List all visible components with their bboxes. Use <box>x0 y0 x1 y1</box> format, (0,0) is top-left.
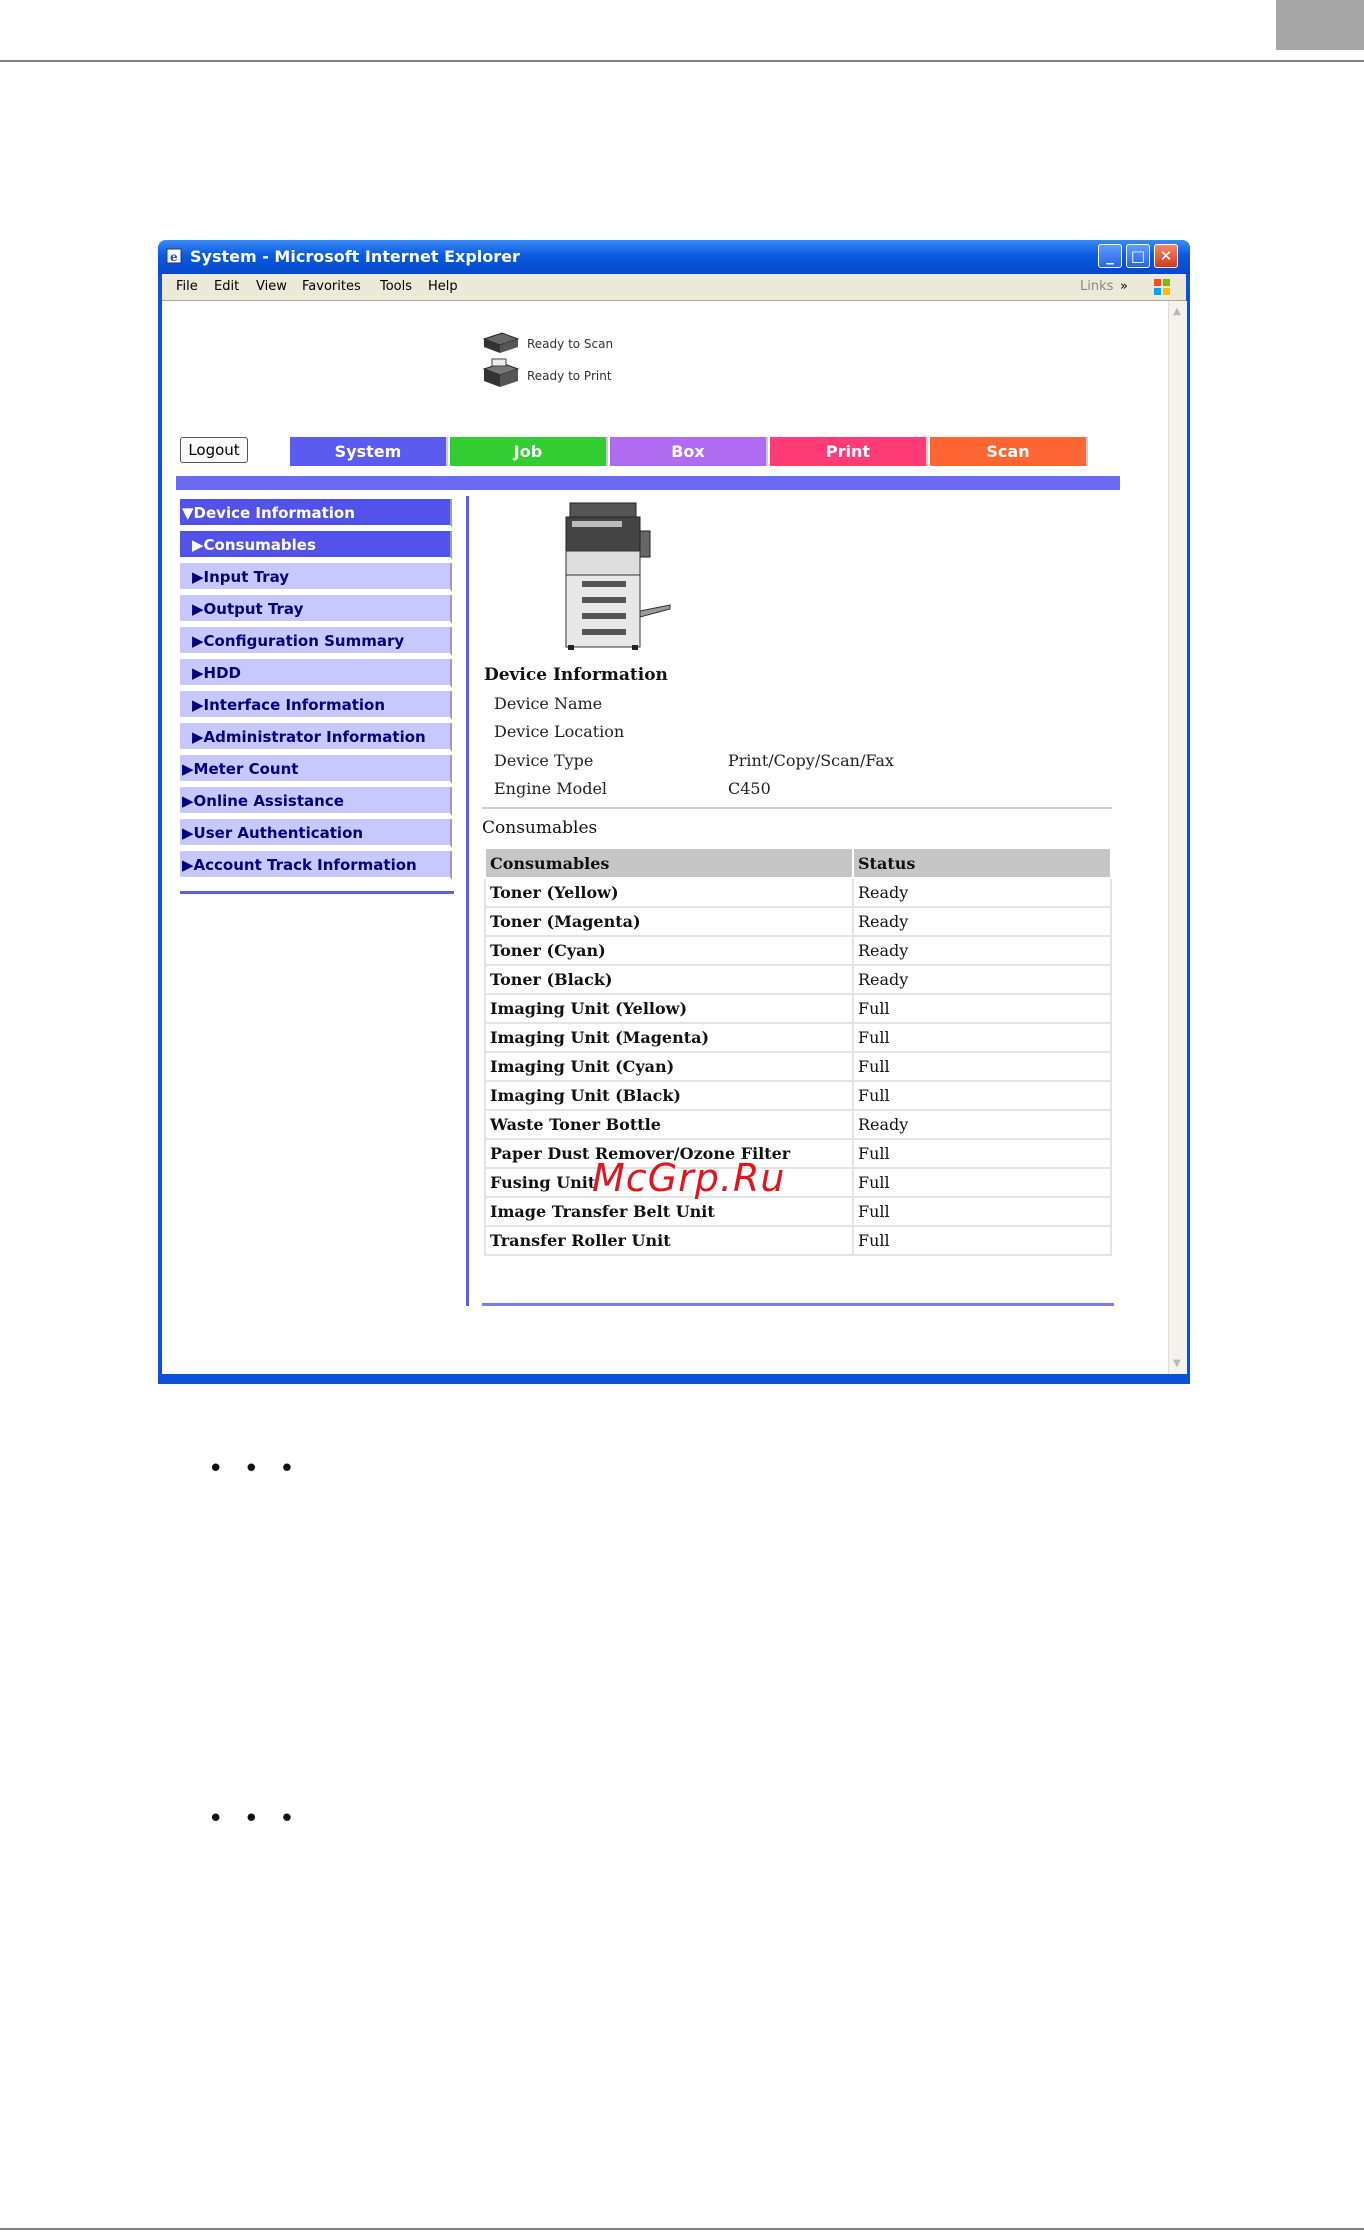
links-chevron[interactable]: » <box>1120 279 1128 294</box>
bullet-dots-2: • • • <box>208 1804 301 1834</box>
table-row <box>485 1197 1111 1226</box>
watermark: McGrp.Ru <box>592 1156 786 1200</box>
tab-box[interactable]: Box <box>610 437 768 466</box>
maximize-button[interactable]: □ <box>1126 244 1150 268</box>
consumable-status: Full <box>853 1081 1111 1110</box>
sidebar-item-input-tray[interactable]: ▶Input Tray <box>180 563 452 592</box>
close-button[interactable]: ✕ <box>1154 244 1178 268</box>
tab-scan[interactable]: Scan <box>930 437 1088 466</box>
consumable-name: Paper Dust Remover/Ozone Filter <box>485 1139 853 1168</box>
column-header-consumables: Consumables <box>485 848 853 878</box>
browser-window <box>158 240 1190 1384</box>
menu-favorites[interactable]: Favorites <box>302 279 361 294</box>
consumable-status: Ready <box>853 936 1111 965</box>
consumable-name: Transfer Roller Unit <box>485 1226 853 1255</box>
scanner-icon <box>480 329 520 355</box>
menu-view[interactable]: View <box>256 279 287 294</box>
consumable-name: Toner (Black) <box>485 965 853 994</box>
status-scan: Ready to Scan <box>527 337 614 351</box>
sidebar-item-device-information[interactable]: ▼Device Information <box>180 499 452 528</box>
ie-icon <box>166 247 184 265</box>
tab-underline-bar <box>176 476 1120 490</box>
tab-system[interactable]: System <box>290 437 448 466</box>
menu-bar <box>162 274 1186 301</box>
consumable-name: Toner (Yellow) <box>485 878 853 907</box>
sidebar-item-configuration-summary[interactable]: ▶Configuration Summary <box>180 627 452 656</box>
sidebar-separator <box>466 496 469 1306</box>
table-row <box>485 936 1111 965</box>
consumable-name: Waste Toner Bottle <box>485 1110 853 1139</box>
consumable-name: Imaging Unit (Black) <box>485 1081 853 1110</box>
page-corner-tab <box>1276 0 1364 50</box>
sidebar-item-account-track-information[interactable]: ▶Account Track Information <box>180 851 452 880</box>
menu-file[interactable]: File <box>176 279 198 294</box>
page-content <box>162 301 1168 1374</box>
sidebar-item-user-authentication[interactable]: ▶User Authentication <box>180 819 452 848</box>
table-row <box>485 1023 1111 1052</box>
sidebar-item-administrator-information[interactable]: ▶Administrator Information <box>180 723 452 752</box>
device-info-title: Device Information <box>484 665 668 685</box>
table-row <box>485 1052 1111 1081</box>
table-row <box>485 1110 1111 1139</box>
svg-text:e: e <box>170 250 178 264</box>
window-title: System - Microsoft Internet Explorer <box>190 247 520 266</box>
menu-tools[interactable]: Tools <box>380 279 413 294</box>
table-header-row <box>485 848 1111 878</box>
logout-button[interactable]: Logout <box>180 437 248 463</box>
consumable-name: Toner (Cyan) <box>485 936 853 965</box>
device-type-label: Device Type <box>494 751 594 770</box>
table-row <box>485 878 1111 907</box>
device-info-rule <box>482 807 1112 809</box>
sidebar-item-consumables[interactable]: ▶Consumables <box>180 531 452 560</box>
consumable-status: Full <box>853 1197 1111 1226</box>
tab-job[interactable]: Job <box>450 437 608 466</box>
copier-image <box>562 501 674 651</box>
links-label[interactable]: Links <box>1080 279 1114 294</box>
sidebar-bottom-rule <box>180 891 454 894</box>
table-row <box>485 1168 1111 1197</box>
consumable-status: Full <box>853 1226 1111 1255</box>
consumable-status: Full <box>853 1023 1111 1052</box>
consumable-status: Full <box>853 1168 1111 1197</box>
consumable-status: Ready <box>853 907 1111 936</box>
table-row <box>485 1139 1111 1168</box>
engine-model-value: C450 <box>728 779 771 798</box>
consumable-status: Full <box>853 1139 1111 1168</box>
engine-model-label: Engine Model <box>494 779 608 798</box>
sidebar-item-output-tray[interactable]: ▶Output Tray <box>180 595 452 624</box>
device-location-label: Device Location <box>494 722 625 741</box>
menu-help[interactable]: Help <box>428 279 458 294</box>
consumable-name: Imaging Unit (Cyan) <box>485 1052 853 1081</box>
consumables-table <box>484 847 1112 1256</box>
content-bottom-rule <box>482 1303 1114 1306</box>
scroll-up-arrow-icon[interactable]: ▲ <box>1173 306 1181 317</box>
sidebar-item-interface-information[interactable]: ▶Interface Information <box>180 691 452 720</box>
consumable-name: Imaging Unit (Magenta) <box>485 1023 853 1052</box>
consumable-status: Ready <box>853 878 1111 907</box>
page-header-rule <box>0 60 1364 62</box>
sidebar-item-online-assistance[interactable]: ▶Online Assistance <box>180 787 452 816</box>
vertical-scrollbar[interactable] <box>1168 301 1187 1374</box>
printer-icon <box>480 357 520 387</box>
sidebar-item-meter-count[interactable]: ▶Meter Count <box>180 755 452 784</box>
consumable-name: Fusing Unit <box>485 1168 853 1197</box>
consumables-title: Consumables <box>482 818 598 838</box>
bullet-dots-1: • • • <box>208 1454 301 1484</box>
table-row <box>485 965 1111 994</box>
consumable-name: Imaging Unit (Yellow) <box>485 994 853 1023</box>
windows-logo-icon <box>1152 277 1172 297</box>
table-row <box>485 1081 1111 1110</box>
sidebar-item-hdd[interactable]: ▶HDD <box>180 659 452 688</box>
title-bar[interactable] <box>158 240 1190 274</box>
device-name-label: Device Name <box>494 694 603 713</box>
consumable-status: Full <box>853 1052 1111 1081</box>
table-row <box>485 994 1111 1023</box>
consumable-name: Image Transfer Belt Unit <box>485 1197 853 1226</box>
consumable-name: Toner (Magenta) <box>485 907 853 936</box>
consumable-status: Ready <box>853 1110 1111 1139</box>
column-header-status: Status <box>853 848 1111 878</box>
minimize-button[interactable]: _ <box>1098 244 1122 268</box>
device-type-value: Print/Copy/Scan/Fax <box>728 751 894 770</box>
tab-print[interactable]: Print <box>770 437 928 466</box>
menu-edit[interactable]: Edit <box>214 279 240 294</box>
consumable-status: Full <box>853 994 1111 1023</box>
table-row <box>485 1226 1111 1255</box>
table-row <box>485 907 1111 936</box>
scroll-down-arrow-icon[interactable]: ▼ <box>1173 1358 1181 1369</box>
status-print: Ready to Print <box>527 369 612 383</box>
page-footer-rule <box>0 2228 1364 2230</box>
consumable-status: Ready <box>853 965 1111 994</box>
